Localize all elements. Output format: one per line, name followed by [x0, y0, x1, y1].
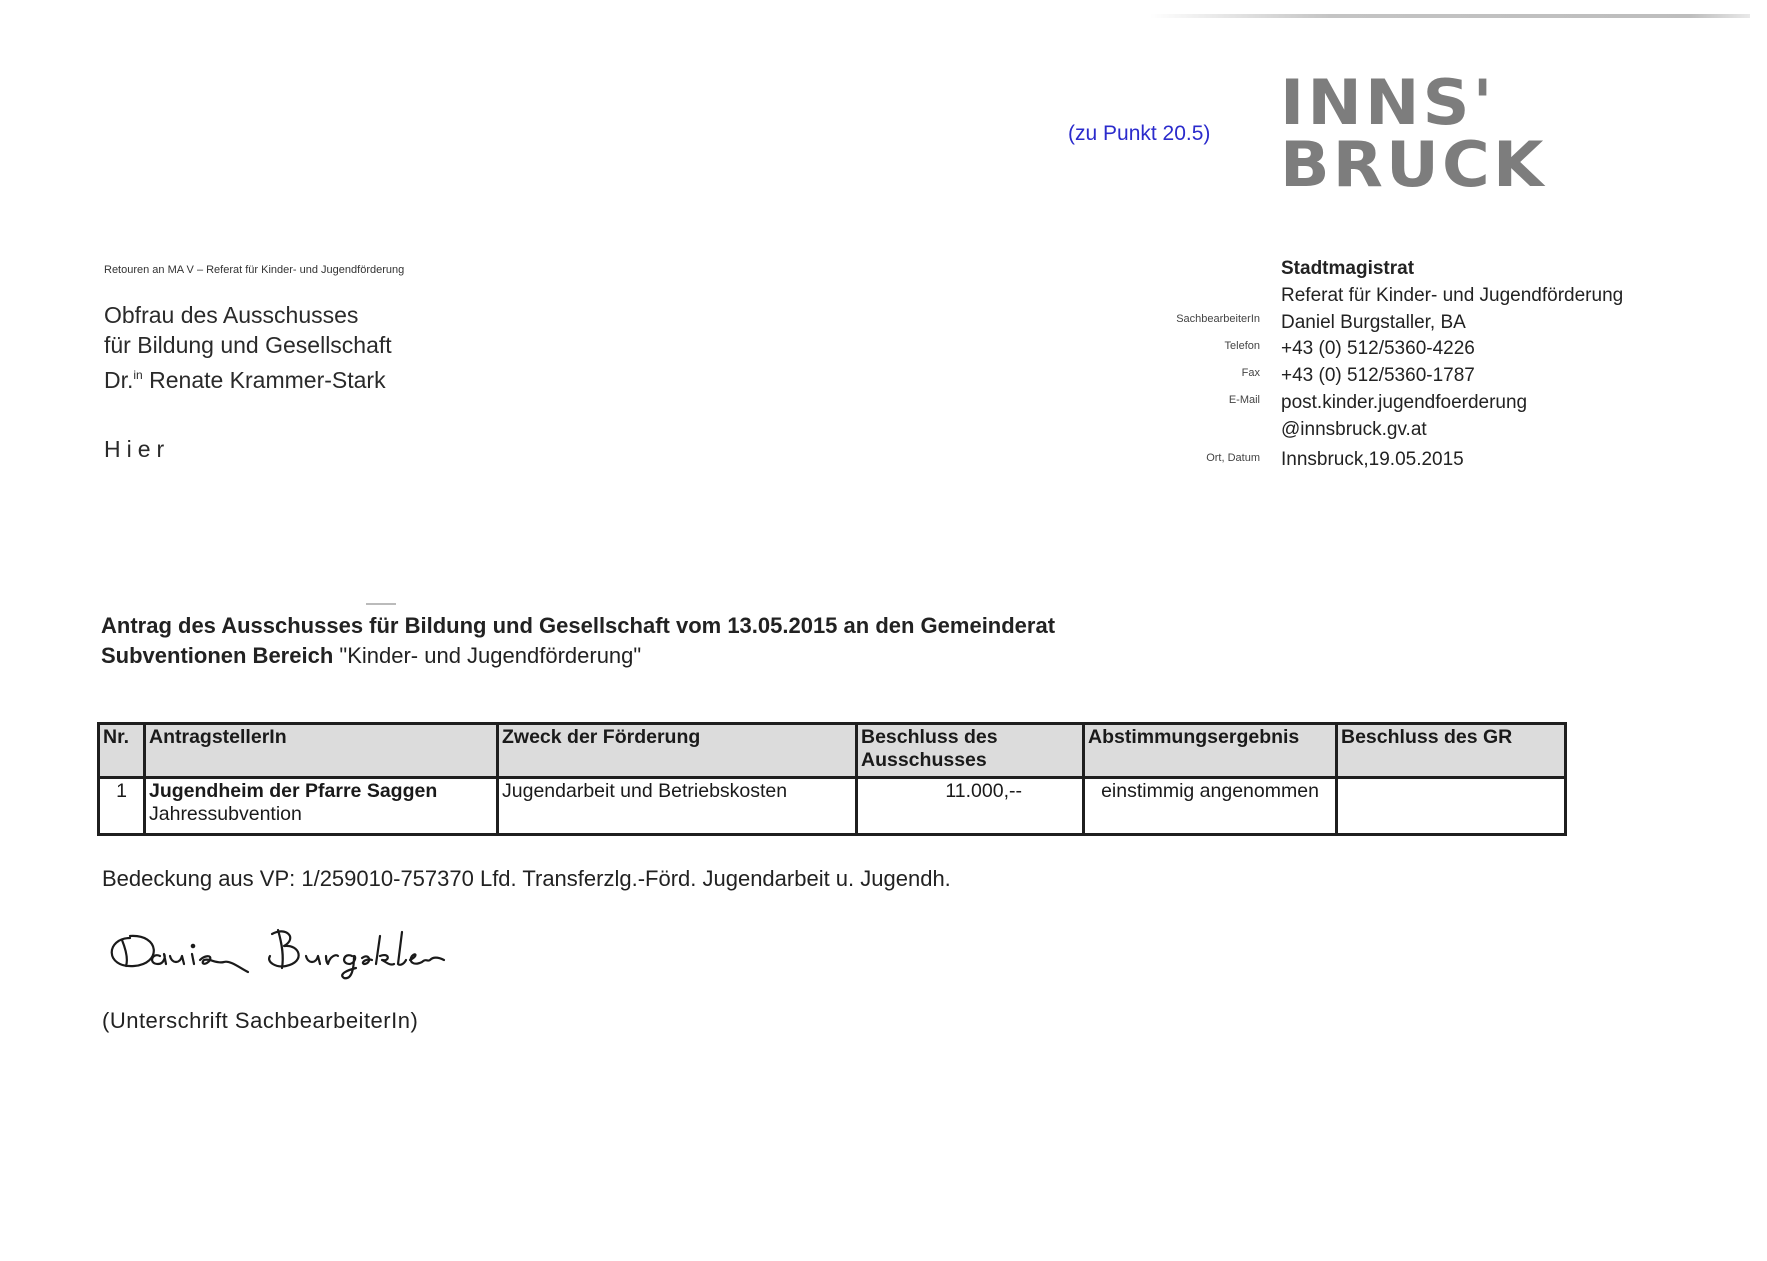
sender-block: [1281, 256, 1623, 473]
scan-top-edge: [1150, 14, 1750, 18]
table-header-row: [99, 724, 1566, 778]
signature-caption: (Unterschrift SachbearbeiterIn): [102, 1008, 419, 1033]
cell-vote: einstimmig angenommen: [1084, 778, 1337, 835]
subject-line-1: Antrag des Ausschusses für Bildung und Gesellschaft vom 13.05.2015 an den Gemeinderat: [101, 613, 1056, 638]
label-clerk: SachbearbeiterIn: [1176, 313, 1260, 325]
grant-table: [97, 722, 1567, 836]
agenda-reference: (zu Punkt 20.5): [1068, 122, 1211, 145]
logo-line-1: INNS': [1280, 66, 1496, 139]
recipient-location: Hier: [104, 436, 171, 462]
label-phone: Telefon: [1224, 340, 1260, 352]
header-vote: Abstimmungsergebnis: [1084, 724, 1337, 778]
label-place-date: Ort, Datum: [1206, 452, 1260, 464]
recipient-line-3: [104, 360, 392, 395]
cell-applicant: [145, 778, 498, 835]
cell-amount: 11.000,--: [857, 778, 1084, 835]
header-nr: Nr.: [99, 724, 145, 778]
subject-line-2: [101, 641, 1055, 671]
sender-clerk: Daniel Burgstaller, BA: [1281, 311, 1466, 333]
subject-block: [101, 611, 1055, 671]
logo-line-2: BRUCK: [1280, 128, 1547, 201]
header-purpose: Zweck der Förderung: [498, 724, 857, 778]
recipient-line-1: Obfrau des Ausschusses: [104, 302, 359, 328]
scan-mark: [366, 603, 396, 605]
sender-dept: Referat für Kinder- und Jugendförderung: [1281, 284, 1624, 306]
handwritten-signature: [100, 916, 500, 986]
budget-coverage: Bedeckung aus VP: 1/259010-757370 Lfd. Transferzlg.-Förd. Jugendarbeit u. Jugendh.: [102, 866, 951, 891]
applicant-name: Jugendheim der Pfarre Saggen: [149, 780, 438, 802]
subject-line-2-rest: "Kinder- und Jugendförderung": [333, 643, 642, 668]
sender-place-date: Innsbruck,19.05.2015: [1281, 448, 1464, 470]
sender-fax: +43 (0) 512/5360-1787: [1281, 365, 1475, 387]
sender-org: Stadtmagistrat: [1281, 258, 1415, 279]
table-row: [99, 778, 1566, 835]
recipient-line-2: für Bildung und Gesellschaft: [104, 332, 392, 358]
header-applicant: AntragstellerIn: [145, 724, 498, 778]
recipient-title: Dr.: [104, 367, 134, 393]
sender-phone: +43 (0) 512/5360-4226: [1281, 338, 1475, 360]
applicant-subtitle: Jahressubvention: [149, 803, 302, 825]
recipient-name: Renate Krammer-Stark: [142, 367, 386, 393]
innsbruck-logo: [1280, 66, 1547, 201]
recipient-title-suffix: in: [133, 368, 143, 382]
sender-email-2: @innsbruck.gv.at: [1281, 418, 1427, 440]
header-decision-gr: Beschluss des GR: [1337, 724, 1566, 778]
label-fax: Fax: [1241, 367, 1260, 379]
subject-line-2-bold: Subventionen Bereich: [101, 643, 334, 668]
recipient-block: [104, 300, 392, 395]
sender-email-1: post.kinder.jugendfoerderung: [1281, 391, 1528, 413]
cell-nr: 1: [99, 778, 145, 835]
label-email: E-Mail: [1228, 394, 1260, 406]
cell-decision-gr: [1337, 778, 1566, 835]
header-decision-committee: Beschluss des Ausschusses: [857, 724, 1084, 778]
cell-purpose: Jugendarbeit und Betriebskosten: [498, 778, 857, 835]
return-address: Retouren an MA V – Referat für Kinder- und Jugendförderung: [104, 264, 405, 276]
